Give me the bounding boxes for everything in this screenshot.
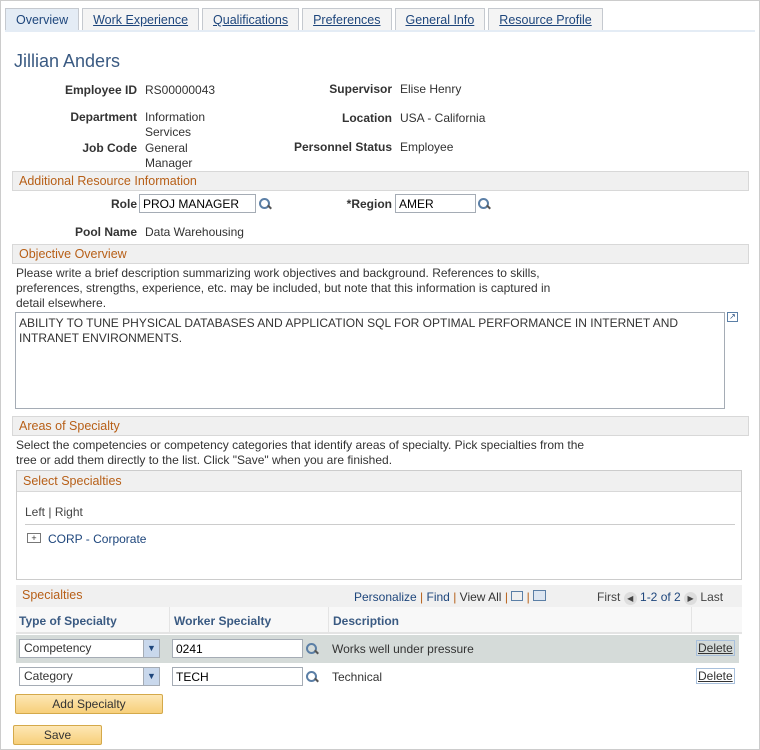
- additional-info-header: Additional Resource Information: [12, 171, 749, 191]
- column-header-worker-specialty: Worker Specialty: [169, 607, 275, 634]
- employee-id-label: Employee ID: [64, 83, 137, 97]
- left-label: Left: [25, 505, 46, 519]
- prev-arrow-icon[interactable]: ◀: [624, 592, 637, 605]
- type-value: Competency: [24, 641, 92, 655]
- employee-id-value: RS00000043: [145, 83, 216, 97]
- tab-overview[interactable]: Overview: [5, 8, 79, 31]
- save-button[interactable]: Save: [13, 725, 102, 745]
- role-lookup-icon[interactable]: [258, 197, 272, 211]
- type-select[interactable]: [19, 639, 160, 658]
- job-code-value: General Manager: [145, 141, 193, 170]
- personnel-status-value: Employee: [400, 140, 454, 154]
- tab-preferences[interactable]: Preferences: [302, 8, 391, 31]
- select-specialties-header: Select Specialties: [17, 471, 741, 492]
- description-value: Technical: [332, 670, 383, 684]
- personnel-status-label: Personnel Status: [293, 140, 392, 154]
- column-header-description: Description: [328, 607, 403, 634]
- chevron-down-icon: ▼: [143, 668, 159, 685]
- delete-button[interactable]: Delete: [698, 641, 733, 655]
- tree-divider: [25, 524, 735, 525]
- department-value: Information Services: [145, 110, 206, 139]
- region-input[interactable]: [395, 194, 476, 213]
- role-label: Role: [110, 197, 137, 211]
- specialties-grid: Specialties Personalize | Find | View All | | First ◀ 1-2 of 2 ▶ Last Type of Specialty Worker Specialty Description Competency ▼ 0241 Works well under pressure Delete Category ▼ TECH Technical Delete: [16, 585, 742, 690]
- first-label: First: [597, 590, 621, 604]
- region-lookup-icon[interactable]: [477, 197, 491, 211]
- tab-resource-profile[interactable]: Resource Profile: [488, 8, 602, 31]
- grid-title: Specialties: [22, 588, 83, 602]
- pool-name-label: Pool Name: [74, 225, 137, 239]
- new-window-icon[interactable]: [511, 591, 523, 601]
- supervisor-value: Elise Henry: [400, 82, 462, 96]
- add-specialty-button[interactable]: Add Specialty: [15, 694, 163, 714]
- objective-instructions: Please write a brief description summarizing work objectives and background. References to skills, preferences, strengths, experience, etc. may be included, but note that this information is captured in detail elsewhere.: [16, 266, 551, 310]
- page-title: Jillian Anders: [14, 51, 121, 71]
- specialty-lookup-icon[interactable]: [305, 642, 319, 656]
- worker-specialty-input[interactable]: [172, 667, 303, 686]
- description-value: Works well under pressure: [332, 642, 474, 656]
- next-arrow-icon[interactable]: ▶: [684, 592, 697, 605]
- last-label: Last: [700, 590, 724, 604]
- objective-header: Objective Overview: [12, 244, 749, 264]
- expand-icon[interactable]: ↗: [727, 312, 738, 322]
- location-value: USA - California: [400, 111, 486, 125]
- tab-bar: [5, 8, 603, 31]
- type-select[interactable]: [19, 667, 160, 686]
- expand-plus-icon[interactable]: +: [27, 533, 41, 543]
- specialty-instructions: Select the competencies or competency categories that identify areas of specialty. Pick specialties from the tree or add them directly to the list. Click "Save" when you are finished.: [16, 438, 585, 467]
- type-value: Category: [24, 669, 73, 683]
- tree-node-corp[interactable]: CORP - Corporate: [48, 532, 147, 546]
- select-specialties-box: Select Specialties Left | Right + CORP - Corporate: [16, 470, 742, 580]
- region-label: *Region: [346, 197, 392, 211]
- pool-name-value: Data Warehousing: [145, 225, 244, 239]
- find-link[interactable]: Find: [426, 590, 450, 604]
- table-row: [16, 663, 739, 691]
- job-code-label: Job Code: [82, 141, 137, 155]
- worker-specialty-input[interactable]: [172, 639, 303, 658]
- location-label: Location: [342, 111, 392, 125]
- tab-qualifications[interactable]: Qualifications: [202, 8, 299, 31]
- right-label: Right: [54, 505, 83, 519]
- tab-work-experience[interactable]: Work Experience: [82, 8, 199, 31]
- department-label: Department: [70, 110, 137, 124]
- row-range: 1-2 of 2: [640, 590, 681, 604]
- spreadsheet-icon[interactable]: [533, 590, 546, 601]
- delete-button[interactable]: Delete: [698, 669, 733, 683]
- view-all-link[interactable]: View All: [459, 590, 502, 604]
- specialty-lookup-icon[interactable]: [305, 670, 319, 684]
- chevron-down-icon: ▼: [143, 640, 159, 657]
- tab-divider: [5, 30, 755, 32]
- objective-textarea[interactable]: [15, 312, 725, 409]
- column-header-type: Type of Specialty: [19, 614, 117, 628]
- role-input[interactable]: [139, 194, 256, 213]
- areas-of-specialty-header: Areas of Specialty: [12, 416, 749, 436]
- table-row: [16, 635, 739, 663]
- supervisor-label: Supervisor: [329, 82, 392, 96]
- personalize-link[interactable]: Personalize: [354, 590, 417, 604]
- tab-general-info[interactable]: General Info: [395, 8, 486, 31]
